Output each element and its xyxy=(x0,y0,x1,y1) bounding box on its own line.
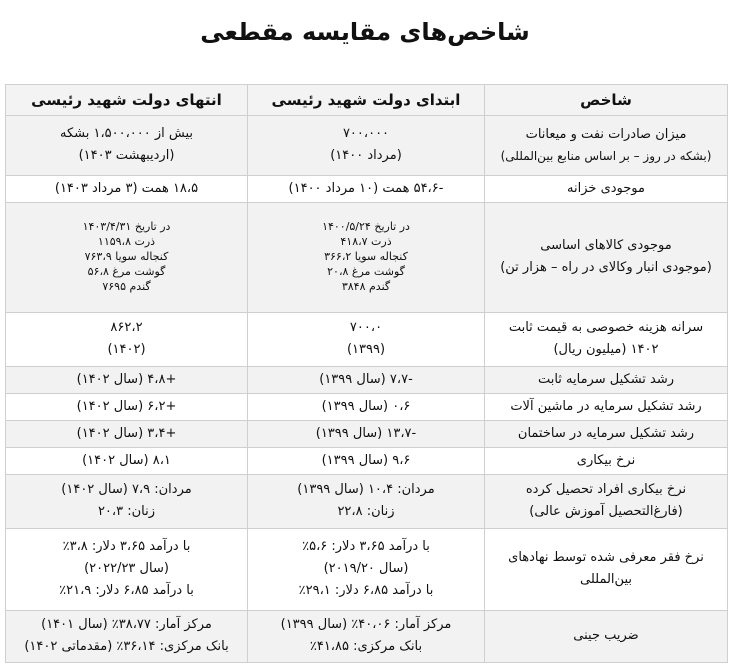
indicator-note: ۱۴۰۲ (میلیون ریال) xyxy=(553,342,659,357)
value-line: (۱۳۹۹) xyxy=(346,342,386,357)
indicator-note: (بشکه در روز – بر اساس منابع بین‌المللی) xyxy=(500,148,712,163)
table-row xyxy=(6,176,728,203)
table-row xyxy=(6,475,728,529)
end-cell: +۶،۲ (سال ۱۴۰۲) xyxy=(6,394,248,421)
value-line: (اردیبهشت ۱۴۰۳) xyxy=(78,148,175,163)
indicator-note: (موجودی انبار وکالای در راه – هزار تن) xyxy=(500,260,712,275)
end-cell xyxy=(6,529,248,611)
end-cell xyxy=(6,116,248,176)
header-indicator: شاخص xyxy=(485,85,728,116)
end-cell: ۱۸،۵ همت (۳ مرداد ۱۴۰۳) xyxy=(6,176,248,203)
value-line: (مرداد ۱۴۰۰) xyxy=(330,148,402,163)
beginning-cell: ۹،۶ (سال ۱۳۹۹) xyxy=(248,448,485,475)
indicator-label: سرانه هزینه خصوصی به قیمت ثابت xyxy=(508,320,704,336)
table-header-row xyxy=(6,85,728,116)
indicator-label: نرخ بیکاری افراد تحصیل کرده xyxy=(525,482,687,498)
value-line: ذرت ۱۱۵۹،۸ xyxy=(97,235,156,249)
indicator-label: میزان صادرات نفت و میعانات xyxy=(525,126,687,142)
value-line: با درآمد ۶،۸۵ دلار: ۲۹،۱٪ xyxy=(298,582,434,598)
end-cell xyxy=(6,313,248,367)
table-row xyxy=(6,367,728,394)
comparison-table xyxy=(5,84,728,663)
value-line: ۸۶۲،۲ xyxy=(110,320,143,336)
value-line: مردان: ۷،۹ (سال ۱۴۰۲) xyxy=(61,482,192,498)
beginning-cell: ۰،۶ (سال ۱۳۹۹) xyxy=(248,394,485,421)
value-line: با درآمد ۳،۶۵ دلار: ۳،۸٪ xyxy=(62,539,191,555)
value-line: ذرت ۴۱۸،۷ xyxy=(340,235,392,249)
end-cell xyxy=(6,203,248,313)
value-line: (سال ۲۰۲۲/۲۳) xyxy=(84,561,169,577)
value-line: (سال ۲۰۱۹/۲۰) xyxy=(323,561,409,577)
indicator-cell xyxy=(485,116,728,176)
end-cell xyxy=(6,611,248,663)
value-line: با درآمد ۳،۶۵ دلار: ۵،۶٪ xyxy=(302,539,430,555)
value-line: مرکز آمار: ۴۰،۰۶٪ (سال ۱۳۹۹) xyxy=(280,617,452,633)
table-row xyxy=(6,116,728,176)
indicator-cell xyxy=(485,313,728,367)
indicator-cell: نرخ بیکاری xyxy=(485,448,728,475)
indicator-label: بین‌المللی xyxy=(580,572,632,587)
indicator-cell: رشد تشکیل سرمایه در ساختمان xyxy=(485,421,728,448)
indicator-cell: ضریب جینی xyxy=(485,611,728,663)
indicator-note: (فارغ‌التحصیل آموزش عالی) xyxy=(529,504,683,519)
value-line: بانک مرکزی: ۳۶،۱۴٪ (مقدماتی ۱۴۰۲) xyxy=(24,639,229,654)
beginning-cell xyxy=(248,529,485,611)
table-row xyxy=(6,421,728,448)
header-beginning: ابتدای دولت شهید رئیسی xyxy=(248,85,485,116)
beginning-cell xyxy=(248,611,485,663)
end-cell: +۳،۴ (سال ۱۴۰۲) xyxy=(6,421,248,448)
table-row xyxy=(6,313,728,367)
end-cell: +۴،۸ (سال ۱۴۰۲) xyxy=(6,367,248,394)
beginning-cell: -۷،۷ (سال ۱۳۹۹) xyxy=(248,367,485,394)
indicator-label: نرخ فقر معرفی شده توسط نهادهای xyxy=(508,550,704,566)
beginning-cell xyxy=(248,116,485,176)
table-row xyxy=(6,611,728,663)
value-line: زنان: ۲۰،۳ xyxy=(97,504,156,519)
value-line: ۷۰۰،۰ xyxy=(349,320,383,336)
value-line: با درآمد ۶،۸۵ دلار: ۲۱،۹٪ xyxy=(59,582,194,598)
indicator-label: موجودی کالاهای اساسی xyxy=(540,238,672,254)
end-cell xyxy=(6,475,248,529)
header-end: انتهای دولت شهید رئیسی xyxy=(6,85,248,116)
table-row xyxy=(6,529,728,611)
value-line: در تاریخ ۱۴۰۳/۴/۳۱ xyxy=(82,220,171,234)
indicator-cell: رشد تشکیل سرمایه در ماشین آلات xyxy=(485,394,728,421)
page-title: شاخص‌های مقایسه مقطعی xyxy=(200,18,530,46)
beginning-cell xyxy=(248,313,485,367)
indicator-cell xyxy=(485,475,728,529)
table-row xyxy=(6,394,728,421)
value-line: کنجاله سویا ۳۶۶،۲ xyxy=(324,250,408,264)
table-row xyxy=(6,448,728,475)
beginning-cell: -۵۴،۶ همت (۱۰ مرداد ۱۴۰۰) xyxy=(248,176,485,203)
indicator-cell: رشد تشکیل سرمایه ثابت xyxy=(485,367,728,394)
value-line: گوشت مرغ ۲۰،۸ xyxy=(327,264,405,278)
indicator-cell xyxy=(485,203,728,313)
beginning-cell xyxy=(248,203,485,313)
indicator-cell xyxy=(485,529,728,611)
value-line: کنجاله سویا ۷۶۳،۹ xyxy=(84,250,169,264)
indicator-cell: موجودی خزانه xyxy=(485,176,728,203)
value-line: ۷۰۰،۰۰۰ xyxy=(342,126,390,142)
value-line: گوشت مرغ ۵۶،۸ xyxy=(87,264,166,278)
beginning-cell: -۱۳،۷ (سال ۱۳۹۹) xyxy=(248,421,485,448)
value-line: بانک مرکزی: ۴۱،۸۵٪ xyxy=(309,639,423,654)
beginning-cell xyxy=(248,475,485,529)
table-row xyxy=(6,203,728,313)
value-line: در تاریخ ۱۴۰۰/۵/۲۴ xyxy=(322,220,410,234)
end-cell: ۸،۱ (سال ۱۴۰۲) xyxy=(6,448,248,475)
value-line: زنان: ۲۲،۸ xyxy=(337,504,395,519)
value-line: گندم ۳۸۴۸ xyxy=(341,279,391,293)
value-line: بیش از ۱،۵۰۰،۰۰۰ بشکه xyxy=(59,126,194,142)
value-line: مردان: ۱۰،۴ (سال ۱۳۹۹) xyxy=(297,482,435,498)
value-line: مرکز آمار: ۳۸،۷۷٪ (سال ۱۴۰۱) xyxy=(41,617,212,633)
value-line: گندم ۷۶۹۵ xyxy=(102,279,151,293)
value-line: (۱۴۰۲) xyxy=(107,342,146,357)
